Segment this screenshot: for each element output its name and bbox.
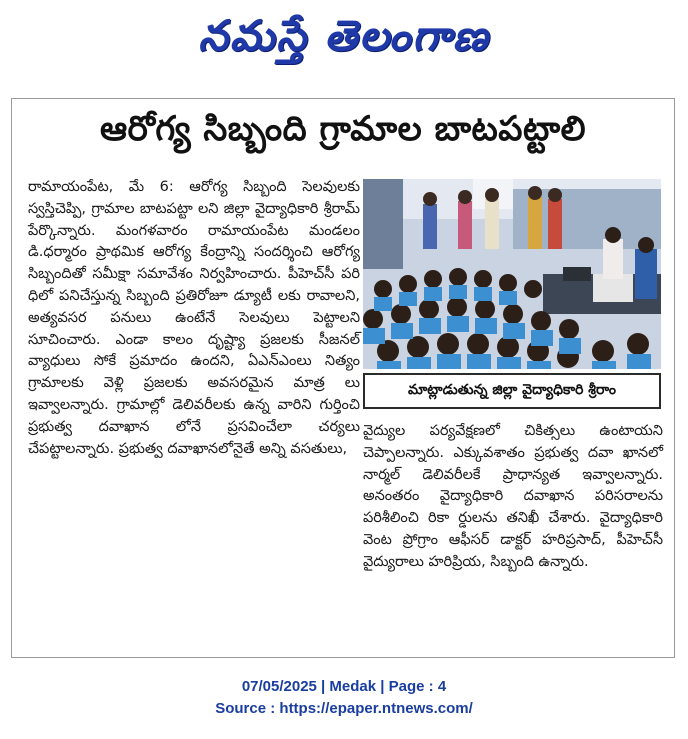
photo-caption: మాట్లాడుతున్న జిల్లా వైద్యాధికారి శ్రీరాం [363, 373, 661, 409]
body-left-text: రామాయంపేట, మే 6: ఆరోగ్య సిబ్బంది సెలవులకు స్వస్తిచెప్పి, గ్రామాల బాటపట్టా లని జిల్లా వైద్యాధికారి శ్రీరామ్ పేర్కొన్నారు. మంగళవారం రామాయంపేట మండలం డి.ధర్మారం ప్రాథమిక ఆరోగ్య కేంద్రాన్ని సందర్శించి ఆరోగ్య సిబ్బందితో సమీక్షా సమావేశం నిర్వహించారు. పీహెచ్‌సీ పరి ధిలో పనిచేస్తున్న సిబ్బంది ప్రతిరోజూ డ్యూటీ లకు రావాలని, అత్యవసర పనులు ఉంటేనే సెలవులు పెట్టాలని సూచించారు. ఎండా కాలం దృష్ట్యా ప్రజలకు సీజనల్ వ్యాధులు సోకే ప్రమాదం ఉందని, ఏఎన్‌ఎంలు నిత్యం గ్రామాలకు వెళ్లి ప్రజలకు అవసరమైన మాత్ర లు ఇవ్వాలన్నారు. గ్రామాల్లో డెలివరీలకు ఉన్న వారిని గుర్తించి ప్రభుత్వ దవాఖాన లోనే ప్రసవించేలా చర్యలు చేపట్టాలన్నారు. ప్రభుత్వ దవాఖానలోనైతే అన్ని వసతులు, [28, 179, 360, 457]
article-clipping [11, 98, 675, 658]
masthead [0, 6, 688, 76]
article-body-right [363, 421, 663, 574]
article-photo [363, 179, 661, 369]
body-right-text: వైద్యుల పర్యవేక్షణలో చికిత్సలు ఉంటాయని చెప్పాలన్నారు. ఎక్కువశాతం ప్రభుత్వ దవా ఖానలో నార్మల్ డెలివరీలకే ప్రాధాన్యత ఇవ్వాలన్నారు. అనంతరం వైద్యాధికారి దవాఖాన పరిసరాలను పరిశీలించి రికా ర్డులను తనిఖీ చేశారు. వైద్యాధికారి వెంట ప్రోగ్రాం ఆఫీసర్ డాక్టర్ హరిప్రసాద్, పీహెచ్‌సీ వైద్యురాలు హరిప్రియ, సిబ్బంది ఉన్నారు. [363, 423, 663, 570]
photo-meeting-image [363, 179, 661, 369]
page-footer [0, 676, 688, 720]
footer-source-link[interactable]: Source : https://epaper.ntnews.com/ [215, 700, 473, 717]
masthead-logo: నమస్తే తెలంగాణ [198, 11, 490, 60]
article-headline: ఆరోగ్య సిబ్బంది గ్రామాల బాటపట్టాలి [99, 109, 587, 149]
footer-edition-info: 07/05/2025 | Medak | Page : 4 [241, 678, 447, 695]
article-body-left [28, 177, 360, 460]
